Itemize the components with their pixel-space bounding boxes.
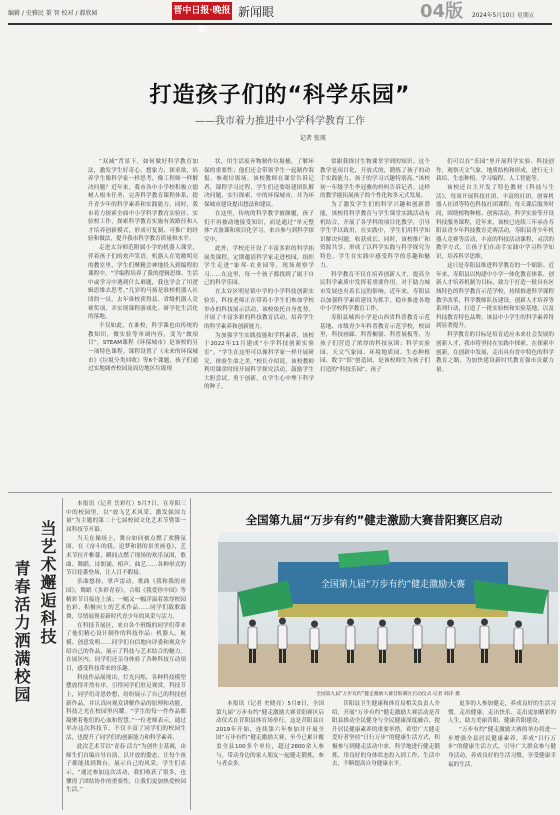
paragraph: 为了激发学生们的科学兴趣和创新潜能，该校将科学教育与学生课堂实践活动有机结合，开展了各学科的项目化教学，引导学生学以致用，在实践中，学生们用科学知识解决问题，收获成长。同时，该校推广和资源共享，形成了以科学实践与科学探究为特色，学生在实践中感受科学的乐趣和魅力。 bbox=[320, 202, 430, 269]
paragraph: 在这里，传统的科学教学被颠覆，孩子们不再被动地接受知识，而是通过“单元整体”式备课和项目化学习，来自参与到科学探究中。 bbox=[204, 211, 314, 243]
article-subheadline: ——我市着力推进中小学科学教育工作 bbox=[195, 116, 365, 127]
masthead-rule bbox=[8, 23, 552, 25]
newspaper-logo: 晋中日报·晚报版 bbox=[172, 2, 232, 20]
section-name: 新闻眼 bbox=[238, 5, 275, 19]
article2-column bbox=[66, 500, 186, 810]
paragraph: “万步有约”健走激励大赛的举办将进一步增强全县居民健康素养，养成“日行万步”的健康生活方式，引导广大群众参与健身活动，养成良好的生活习惯，享受健康幸福的生活。 bbox=[448, 727, 556, 768]
paragraph: 常跟我探讨生物课堂学到的知识。这个教学是项目化，开放式的，锻炼了孩子的动手实践能力。孩子的学习兴趣特别高。”该校初一年级学生李冠雅的妈妈告诉记者。这样的教学能拓展孩子的个性化和多元式发展。 bbox=[320, 159, 430, 200]
paragraph: 乐曲悠扬，掌声雷动。歌曲《我和我的祖国》，舞蹈《多彩青春》，合唱《我爱你中国》等精彩节目接连上演；一幅又一幅洋溢着浓厚校园色彩、积极向上的艺术作品……同学们载歌载舞，尽情展现着新时代青少年的风采与活力。 bbox=[66, 579, 186, 620]
paragraph: 状，用生活废弃物制作垃圾桶，了解环保的重要性；他们还会带领学生一起制作海报、参观垃圾场。该校教师在课堂告诉记者，课程学习过程，学生们还要组建团队解决问题，实行探索，中的环保城市，并为环保城市建设提出想法和建议。 bbox=[204, 159, 314, 208]
paragraph: 更多的人参加健走，养成良好的生活习惯，走出健康、走出快乐、走出更加精彩的人生，助力美丽昔阳、健康昔阳建设。 bbox=[448, 701, 556, 725]
issue-date: 2024年5月10日 星期五 bbox=[472, 13, 535, 19]
article1-column-2 bbox=[204, 158, 314, 486]
vertical-headline bbox=[2, 520, 60, 810]
paragraph: 为加强学生实践技能和学科素养，该校于2022年11月建成“小学科技创新实验室”。“学生在这里可以像科学家一样开展研究，体验生命之美。”校长介绍说，该校教师利用课余时间开展科学探究活动，鼓励学生大胆尝试、勇于创新，在学生心中埋下科学的种子。 bbox=[204, 332, 314, 391]
paragraph: 昔阳县卫生健康和体育局相关负责人介绍，开展“万步有约”健走激励大赛活动是昔阳县推动全民健身与全民健康深度融合，提升居民健康素养的重要举措。希望广大健走爱好者坚持“日行万步”的健康生活方式，积极参与到健走活动中来，科学地进行健走锻炼，用良好的身体状态投入到工作、生活中去，不断提高自身健康水平。 bbox=[332, 701, 440, 768]
paragraph: 科学教育的目标是培育适应未来社会发展的创新人才，我市将坚持在实践中探索、在探索中创新，在创新中发展，走出具有晋中特色的科学教育之路，为加快建设新时代教育强市贡献力量。 bbox=[436, 332, 554, 373]
column-divider bbox=[62, 498, 63, 810]
paragraph: 在科技节展区，来自各个班级的同学们带来了他们精心设计制作的科技作品：机器人、航模、创意发明……同学们自信地向评委和观众介绍自己的作品，展示了科技与艺术结合的魅力。在展区内，同学们还亲身体验了各种科技互动项目，感受科技带来的乐趣。 bbox=[66, 622, 186, 672]
article3-headline: 全国第九届“万步有约”健走激励大赛昔阳赛区启动 bbox=[245, 513, 503, 527]
event-photo-illustration bbox=[218, 532, 558, 687]
column-divider bbox=[190, 498, 191, 810]
paragraph: 这只是寿阳县推进科学教育的一个缩影。近年来，寿阳县以构建中小学一体化教育体系、创新人才培养机制为目标，致力于打造一批具有区域特色的科学教育示范学校，持续推进科学课程教学改革，科学教师队伍建设，创新人才培养等系列行动，打造了一批实验校和实验基地，以及科技教育特色品牌，该县中小学生的科学素养得到显著提升。 bbox=[436, 263, 554, 330]
paragraph: 本报讯（记者 岳彩红）5月7日，在寿阳三中的校园里，以“放飞艺术风采、激发强国力量”为主题的第二十七届校园文化艺术节暨第一届科技节开幕。 bbox=[66, 501, 186, 533]
vertical-headline-line-1: 当艺术邂逅科技 bbox=[38, 520, 57, 646]
vertical-headline-line-2: 青春活力洒满校园 bbox=[12, 560, 31, 704]
paragraph: 走进太谷师范附属小学的机器人课堂，伴着孩子们的欢声笑语，机器人在宽敞明亮的教室里，学生们聚精会神地投入到编程的课程中。“学编程培养了我的逻辑思维。生活中或学习中遇到什么难题，我也学会了用逻辑思维去思考。”几岁的马扬是谁校机器人社团的一员，去年谁校获得县、省级机器人竞赛奖项，并实现课程游戏化、研学化生活化的落地。 bbox=[88, 245, 198, 321]
section-divider bbox=[8, 492, 552, 493]
article1-column-1 bbox=[88, 158, 198, 486]
photo-caption: 全国第九届“万步有约”健走激励大赛昔阳赛区启动仪式 记者 韩洋 摄 bbox=[316, 692, 460, 697]
article3-column-1 bbox=[216, 700, 324, 810]
paragraph: 科技作品展现出，灯光闪烁，各种科技模型摆放得井然有序，引得同学们驻足观赏。科技节上，同学们奇思妙想，纷纷展示了自己的科技创新作品，并认真向观众讲解作品的原理和功能，科技之光在校园里闪耀。“学生的每一件作品都凝聚着他们的心血和智慧。”一位老师表示，通过举办这次科技节，不仅丰富了同学们的校园生活，也提升了同学们的创新能力和科学素养。 bbox=[66, 674, 186, 742]
article-byline: 记者 张瑛 bbox=[300, 135, 326, 142]
article1-column-3 bbox=[320, 158, 430, 486]
photo-banner-text: 全国第九届“万步有约”健走激励大赛 bbox=[320, 580, 466, 590]
paragraph: 该校还自主开发了特色教材《科技与生活》，每周开展科技社团、丰富的社团、创客机器人社团等特色科技社团课程；每天课后服务时间，围绕植物种植、创客活动、科学实验等开设科技服务课程，近年来，该校已连续三年承办寿阳县青少年科技教育竞赛活动，寿阳县青少年机器人竞赛等活动，丰富的科技活动课程、灵活的教学方式，让孩子们在动手实践中学习科学知识，培养科学思维。 bbox=[436, 185, 554, 261]
article3-column-3 bbox=[448, 700, 556, 810]
article1-column-4 bbox=[436, 158, 554, 486]
paragraph: 此次艺术节以“青春·活力”为创作主基调，由师生们自编自导自演，以开放的姿态，让每个孩子都能找到舞台，展示自己的风采。学生们表示，“通过参加这次活动，我们收获了很多，也懂得了团结协作的重要性，让我们更加热爱校园生活。” bbox=[66, 744, 186, 794]
editor-credits: 编辑 / 史雅民 董 智 校对 / 郝欣园 bbox=[8, 10, 98, 17]
paragraph: 当天在操场上，舞台如同被点燃了欢腾氛围。在《奋斗的我、追梦和谐的景美画卷》，艺术节拉开帷幕，瞬间点燃了现场的欢乐氛围，歌曲、舞蹈、诗朗诵、相声、曲艺……各种形式的节目轮番登场，让人目不暇接。 bbox=[66, 535, 186, 577]
article3-column-2 bbox=[332, 700, 440, 810]
paragraph: “双减”背景下，如何做好科学教育加法，激发学生好奇心、想象力、探求欲，培养学生像科学家一样思考、像工程师一样解决问题？近年来，我市各中小学校积极立德树人根本任务，完善科学教育课程体系，提升青少年的科学素养和实践能力。同时，我市着力探索全面中小学科学教育实验区、实验校工作，探索科学教育实施有效路径和人才培养创新模式，形成可复制、可推广的经验和做法，提升我市科学教育质量和水平。 bbox=[88, 159, 198, 243]
page-number: 04版 bbox=[420, 1, 464, 22]
paragraph: 不仅如此，在谁校，科学课也由传统的教知识，做实验等单调内容，变为“做项目”。STEAM课程《环保城市》是该校的另一项特色课程。课程设置了《未来的环保城市》《垃圾分类回收》等6个课题，孩子们通过实地调查校园及周边地区垃圾现 bbox=[88, 323, 198, 373]
paragraph: 此外，学校还开设了丰富多彩的科学拓展类课程，定期邀请科学家走进校园，组织学生走进“象邦·农业园等，现场观察学习……在这里，每一个孩子都找到了属于自己的科学乐园。 bbox=[204, 245, 314, 287]
paragraph: 们可以在“乐园”里开展科学实验、科技创作，观察天文气象，地质结构和形成，进行无土栽培、生态种植，学习编程、人工智能等。 bbox=[436, 159, 554, 183]
event-photo bbox=[218, 532, 558, 687]
paragraph: 本报讯（记者 史晓亮）5月8日，全国第九届“万步有约”健走激励大赛昔阳赛区启动仪式在昔阳县体育场举行。这是昔阳县自2019年开始，连续第六年参加并开展全国“万步有约”健走激励大赛，至今已累计覆盖全县100多个单位，超过2600余人参与，带动身边的家人朋友一起健走锻炼，参与者众多。 bbox=[216, 701, 324, 768]
paragraph: 在太谷区明星镇中学的小学科技创新实验室，科技老师正在带着小学生们参加学校举办的科技展示活动，该校依托自身优势，开展了丰富多彩的科技教育活动，培养学生的科学素养和创新能力。 bbox=[204, 289, 314, 330]
paragraph: 寿阳县城西小学是山西省科普教育示范基地、市级青少年科普教育示范学校，校园里，科技画廊、科普橱窗、科普展板等，为孩子们营造了浓厚的科技氛围；科学实验园、天文气象园、环境地质园、生态种植园、数字“馆”创造园，是该校师生为孩子们打造的“科技乐园”。孩子 bbox=[320, 315, 430, 373]
article-headline: 打造孩子们的“科学乐园” bbox=[149, 83, 411, 108]
paragraph: 科学教育不仅在培养创新人才，提高全民科学素质中发挥着重要作用，对于助力城市发展也有着长远的影响。近年来，寿阳县以加强科学素质建设为抓手，稳步推进各地中小学校科学教育工作。 bbox=[320, 271, 430, 313]
